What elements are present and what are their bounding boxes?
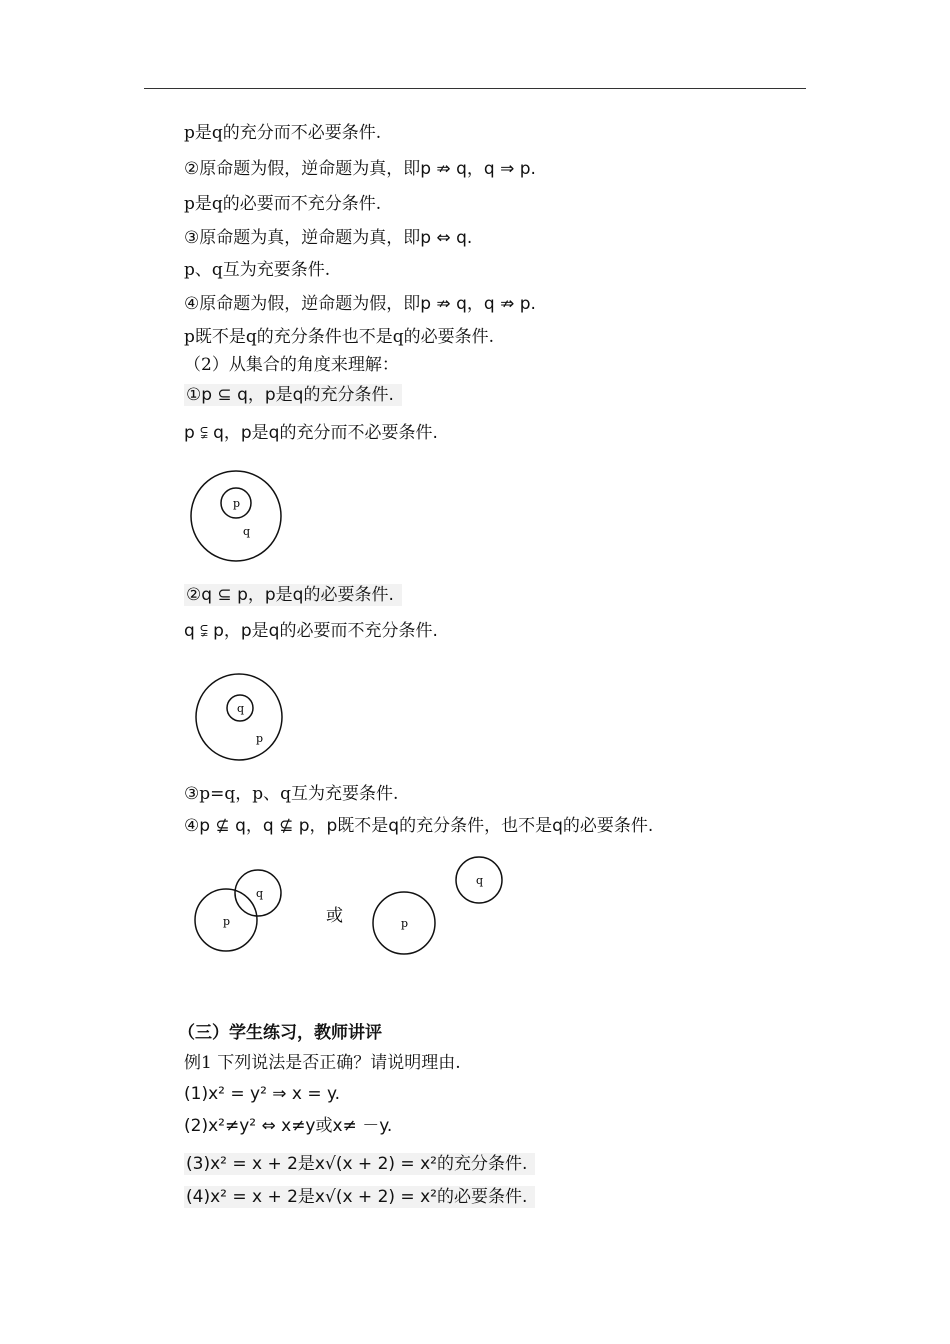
text-line-10: p ⫋ q，p是q的充分而不必要条件. [184, 423, 438, 443]
text-line-14: ④p ⊈ q，q ⊈ p，p既不是q的充分条件，也不是q的必要条件. [184, 816, 654, 836]
text-line-2: ②原命题为假，逆命题为真，即p ⇏ q，q ⇒ p. [184, 159, 536, 179]
text-line-11: ②q ⊆ p，p是q的必要条件. [184, 584, 402, 606]
example-item-3: (3)x² = x + 2是x√(x + 2) = x²的充分条件. [184, 1153, 535, 1175]
example-item-2: (2)x²≠y² ⇔ x≠y或x≠ －y. [184, 1116, 393, 1136]
inner-label: p [233, 497, 241, 510]
outer-label: p [256, 732, 264, 745]
text-line-8: （2）从集合的角度来理解： [184, 355, 399, 375]
section-heading: （三）学生练习，教师讲评 [178, 1023, 382, 1043]
text-line-6: ④原命题为假，逆命题为假，即p ⇏ q，q ⇏ p. [184, 294, 536, 314]
example-item-1: (1)x² = y² ⇒ x = y. [184, 1084, 341, 1104]
text-line-12: q ⫋ p，p是q的必要而不充分条件. [184, 621, 438, 641]
outer-label: q [243, 525, 251, 538]
text-line-1: p是q的充分而不必要条件. [184, 123, 382, 143]
text-line-9: ①p ⊆ q，p是q的充分条件. [184, 384, 402, 406]
text-line-7: p既不是q的充分条件也不是q的必要条件. [184, 327, 495, 347]
inner-label: q [237, 702, 245, 715]
non-subset-diagrams [190, 850, 520, 965]
text-line-4: ③原命题为真，逆命题为真，即p ⇔ q. [184, 228, 473, 248]
text-line-5: p、q互为充要条件. [184, 260, 331, 280]
example-item-4: (4)x² = x + 2是x√(x + 2) = x²的必要条件. [184, 1186, 535, 1208]
subset-diagram-2 [192, 668, 292, 768]
example-title: 例1 下列说法是否正确？请说明理由. [184, 1053, 461, 1073]
subset-diagram-1 [186, 466, 286, 566]
header-rule [144, 88, 806, 89]
right-small-label: q [476, 874, 484, 887]
outer-circle [191, 471, 281, 561]
text-line-3: p是q的必要而不充分条件. [184, 194, 382, 214]
outer-circle [196, 674, 282, 760]
left-small-label: q [256, 887, 264, 900]
right-big-label: p [401, 917, 409, 930]
text-line-13: ③p=q，p、q互为充要条件. [184, 784, 399, 804]
or-label: 或 [326, 906, 343, 926]
left-big-label: p [223, 915, 231, 928]
